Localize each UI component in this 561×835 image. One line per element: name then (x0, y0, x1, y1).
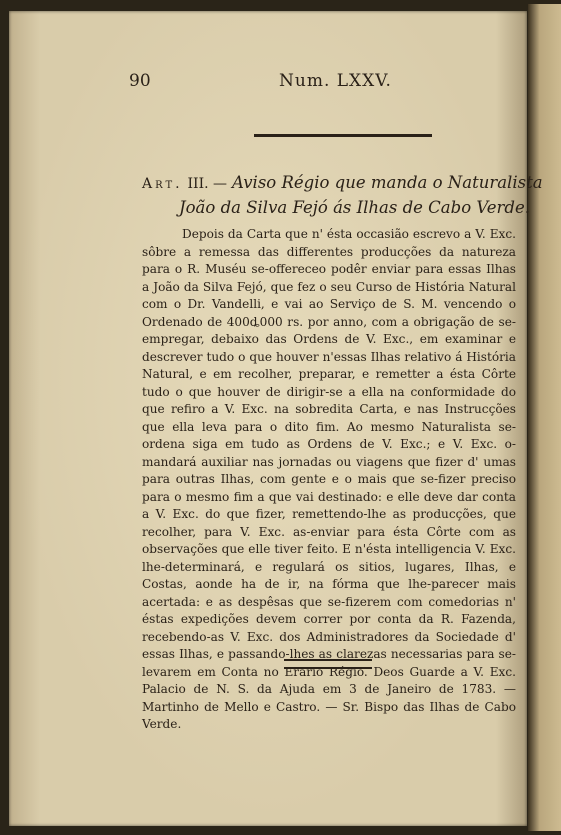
article-title (142, 171, 543, 220)
footer-double-rule (284, 659, 372, 669)
header-rule (254, 134, 432, 137)
running-head-title: Num. LXXV. (279, 71, 392, 91)
article-heading-text-1: Aviso Régio que manda o Naturalista (231, 173, 543, 192)
article-title-line-1 (142, 171, 543, 196)
article-heading-text-2: João da Silva Fejó ás Ilhas de Cabo Verde. (179, 198, 530, 217)
article-label: Art. (142, 176, 183, 192)
article-number: III. — (187, 176, 228, 192)
article-body-paragraph: Depois da Carta que n' ésta occasião escrevo a V. Exc. sôbre a remessa das differentes producções da natureza para o R. Muséu se-offereceo podêr enviar para essas Ilhas a João da Silva Fejó, que fez o seu Curso de História Natural com o Dr. Vandelli, e vai ao Serviço de S. M. vencendo o Ordenado de 400ȡ000 rs. por anno, com a obrigação de se-empregar, debaixo das Ordens de V. Exc., em examinar e descrever tudo o que houver n'essas Ilhas relativo á História Natural, e em recolher, preparar, e remetter a ésta Côrte tudo o que houver de dirigir-se a ella na conformidade do que refiro a V. Exc. na sobredita Carta, e nas Instrucções que ella leva para o dito fim. Ao mesmo Naturalista se-ordena siga em tudo as Ordens de V. Exc.; e V. Exc. o-mandará auxiliar nas jornadas ou viagens que fizer d' umas para outras Ilhas, com gente e o mais que se-fizer preciso para o mesmo fim a que vai destinado: e elle deve dar conta a V. Exc. do que fizer, remettendo-lhe as producções, que recolher, para V. Exc. as-enviar para ésta Côrte com as observações que elle tiver feito. E n'ésta intelligencia V. Exc. lhe-determinará, e regulará os sitios, lugares, Ilhas, e Costas, aonde ha de ir, na fórma que lhe-parecer mais acertada: e as despêsas que se-fizerem com comedorias n' éstas expedições devem correr por conta da R. Fazenda, recebendo-as V. Exc. dos Administradores da Sociedade d' essas Ilhas, e passando-lhes as clarezas necessarias para se-levarem em Conta no Erario Régio. Deos Guarde a V. Exc. Palacio de N. S. da Ajuda em 3 de Janeiro de 1783. — Martinho de Mello e Castro. — Sr. Bispo das Ilhas de Cabo Verde. (142, 227, 516, 731)
running-head (129, 71, 392, 101)
page-number: 90 (129, 71, 151, 91)
adjacent-page-edge (528, 4, 561, 831)
book-page (9, 11, 543, 826)
